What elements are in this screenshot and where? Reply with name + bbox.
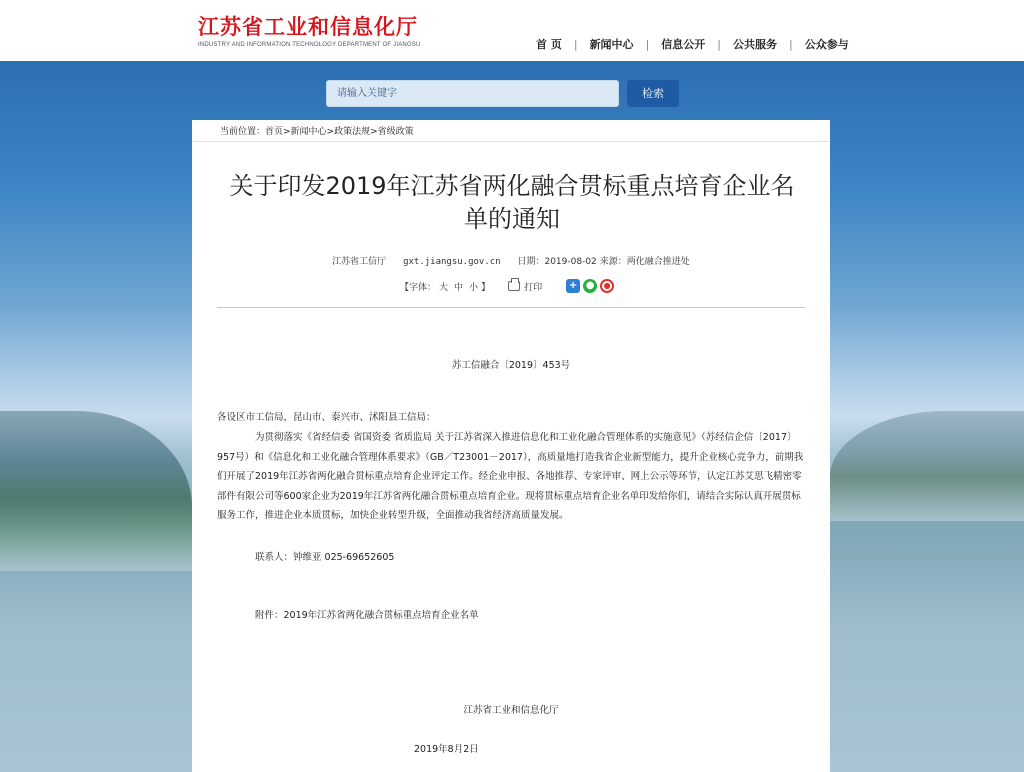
document-number: 苏工信融合〔2019〕453号	[451, 360, 571, 371]
nav-separator: |	[789, 37, 793, 51]
attachment-link[interactable]: 附件：2019年江苏省两化融合贯标重点培育企业名单	[255, 610, 479, 621]
landscape-right	[830, 411, 1024, 521]
font-size-medium[interactable]: 中	[454, 282, 464, 293]
plus-share-icon[interactable]: +	[566, 279, 580, 293]
nav-home[interactable]: 首 页	[536, 38, 562, 51]
landscape-left	[0, 411, 192, 571]
site-domain: gxt.jiangsu.gov.cn	[403, 257, 501, 267]
nav-public-service[interactable]: 公共服务	[733, 38, 777, 51]
source: 来源：两化融合推进处	[599, 257, 690, 267]
site-logo[interactable]	[198, 14, 421, 48]
breadcrumb-divider	[192, 141, 830, 142]
site-header	[0, 0, 1024, 61]
font-size-label-close: 】	[481, 282, 491, 293]
nav-separator: |	[573, 37, 578, 51]
nav-participation[interactable]: 公众参与	[804, 38, 849, 51]
logo-title: 江苏省工业和信息化厅	[198, 15, 418, 39]
share-bar	[566, 279, 617, 293]
nav-separator: |	[717, 37, 721, 51]
font-size-large[interactable]: 大	[439, 282, 449, 293]
publisher: 江苏省工信厅	[332, 257, 387, 267]
nav-separator: |	[645, 37, 650, 51]
article-paragraph: 为贯彻落实《省经信委 省国资委 省质监局 关于江苏省深入推进信息化和工业化融合管理体系的实施意见》（苏经信企信〔2017〕957号）和《信息化和工业化融合管理体系要求》（GB／T23001－2017），高质量地打造我省企业新型能力，提升企业核心竞争力，前期我们开展了2019年江苏省两化融合贯标重点培育企业评定工作。经企业申报、各地推荐、专家评审、网上公示等环节，认定江苏艾思飞精密零部件有限公司等600家企业为2019年江苏省两化融合贯标重点培育企业。现将贯标重点培育企业名单印发给你们，请结合实际认真开展贯标服务工作，推进企业本质贯标，加快企业转型升级，全面推动我省经济高质量发展。	[217, 432, 804, 521]
printer-icon[interactable]	[508, 281, 520, 291]
signature-date: 2019年8月2日	[414, 744, 479, 755]
nav-info-public[interactable]: 信息公开	[661, 38, 706, 51]
publish-date: 日期：2019-08-02	[517, 257, 597, 267]
article-tools	[400, 279, 617, 293]
header-divider	[217, 307, 805, 308]
search-button[interactable]: 检索	[627, 80, 679, 107]
nav-news[interactable]: 新闻中心	[589, 38, 634, 51]
font-size-label: 【字体：	[400, 282, 437, 293]
article-meta	[192, 254, 830, 267]
article-panel	[192, 120, 830, 772]
breadcrumb: 当前位置：首页>新闻中心>政策法规>省级政策	[220, 127, 414, 137]
logo-subtitle: INDUSTRY AND INFORMATION TECHNOLOGY DEPARTMENT OF JIANGSU	[198, 42, 421, 48]
font-size-small[interactable]: 小	[469, 282, 479, 293]
main-nav	[530, 36, 855, 52]
article-title: 关于印发2019年江苏省两化融合贯标重点培育企业名单的通知	[229, 172, 795, 233]
contact-info: 联系人：钟维亚 025-69652605	[255, 552, 395, 563]
wechat-icon[interactable]: ●	[583, 279, 597, 293]
salutation: 各设区市工信局，昆山市、泰兴市、沭阳县工信局：	[217, 412, 436, 423]
print-link[interactable]: 打印	[524, 282, 543, 293]
weibo-icon[interactable]: ●	[600, 279, 614, 293]
search-input[interactable]: 请输入关键字	[326, 80, 619, 107]
signature-org: 江苏省工业和信息化厅	[463, 705, 559, 716]
